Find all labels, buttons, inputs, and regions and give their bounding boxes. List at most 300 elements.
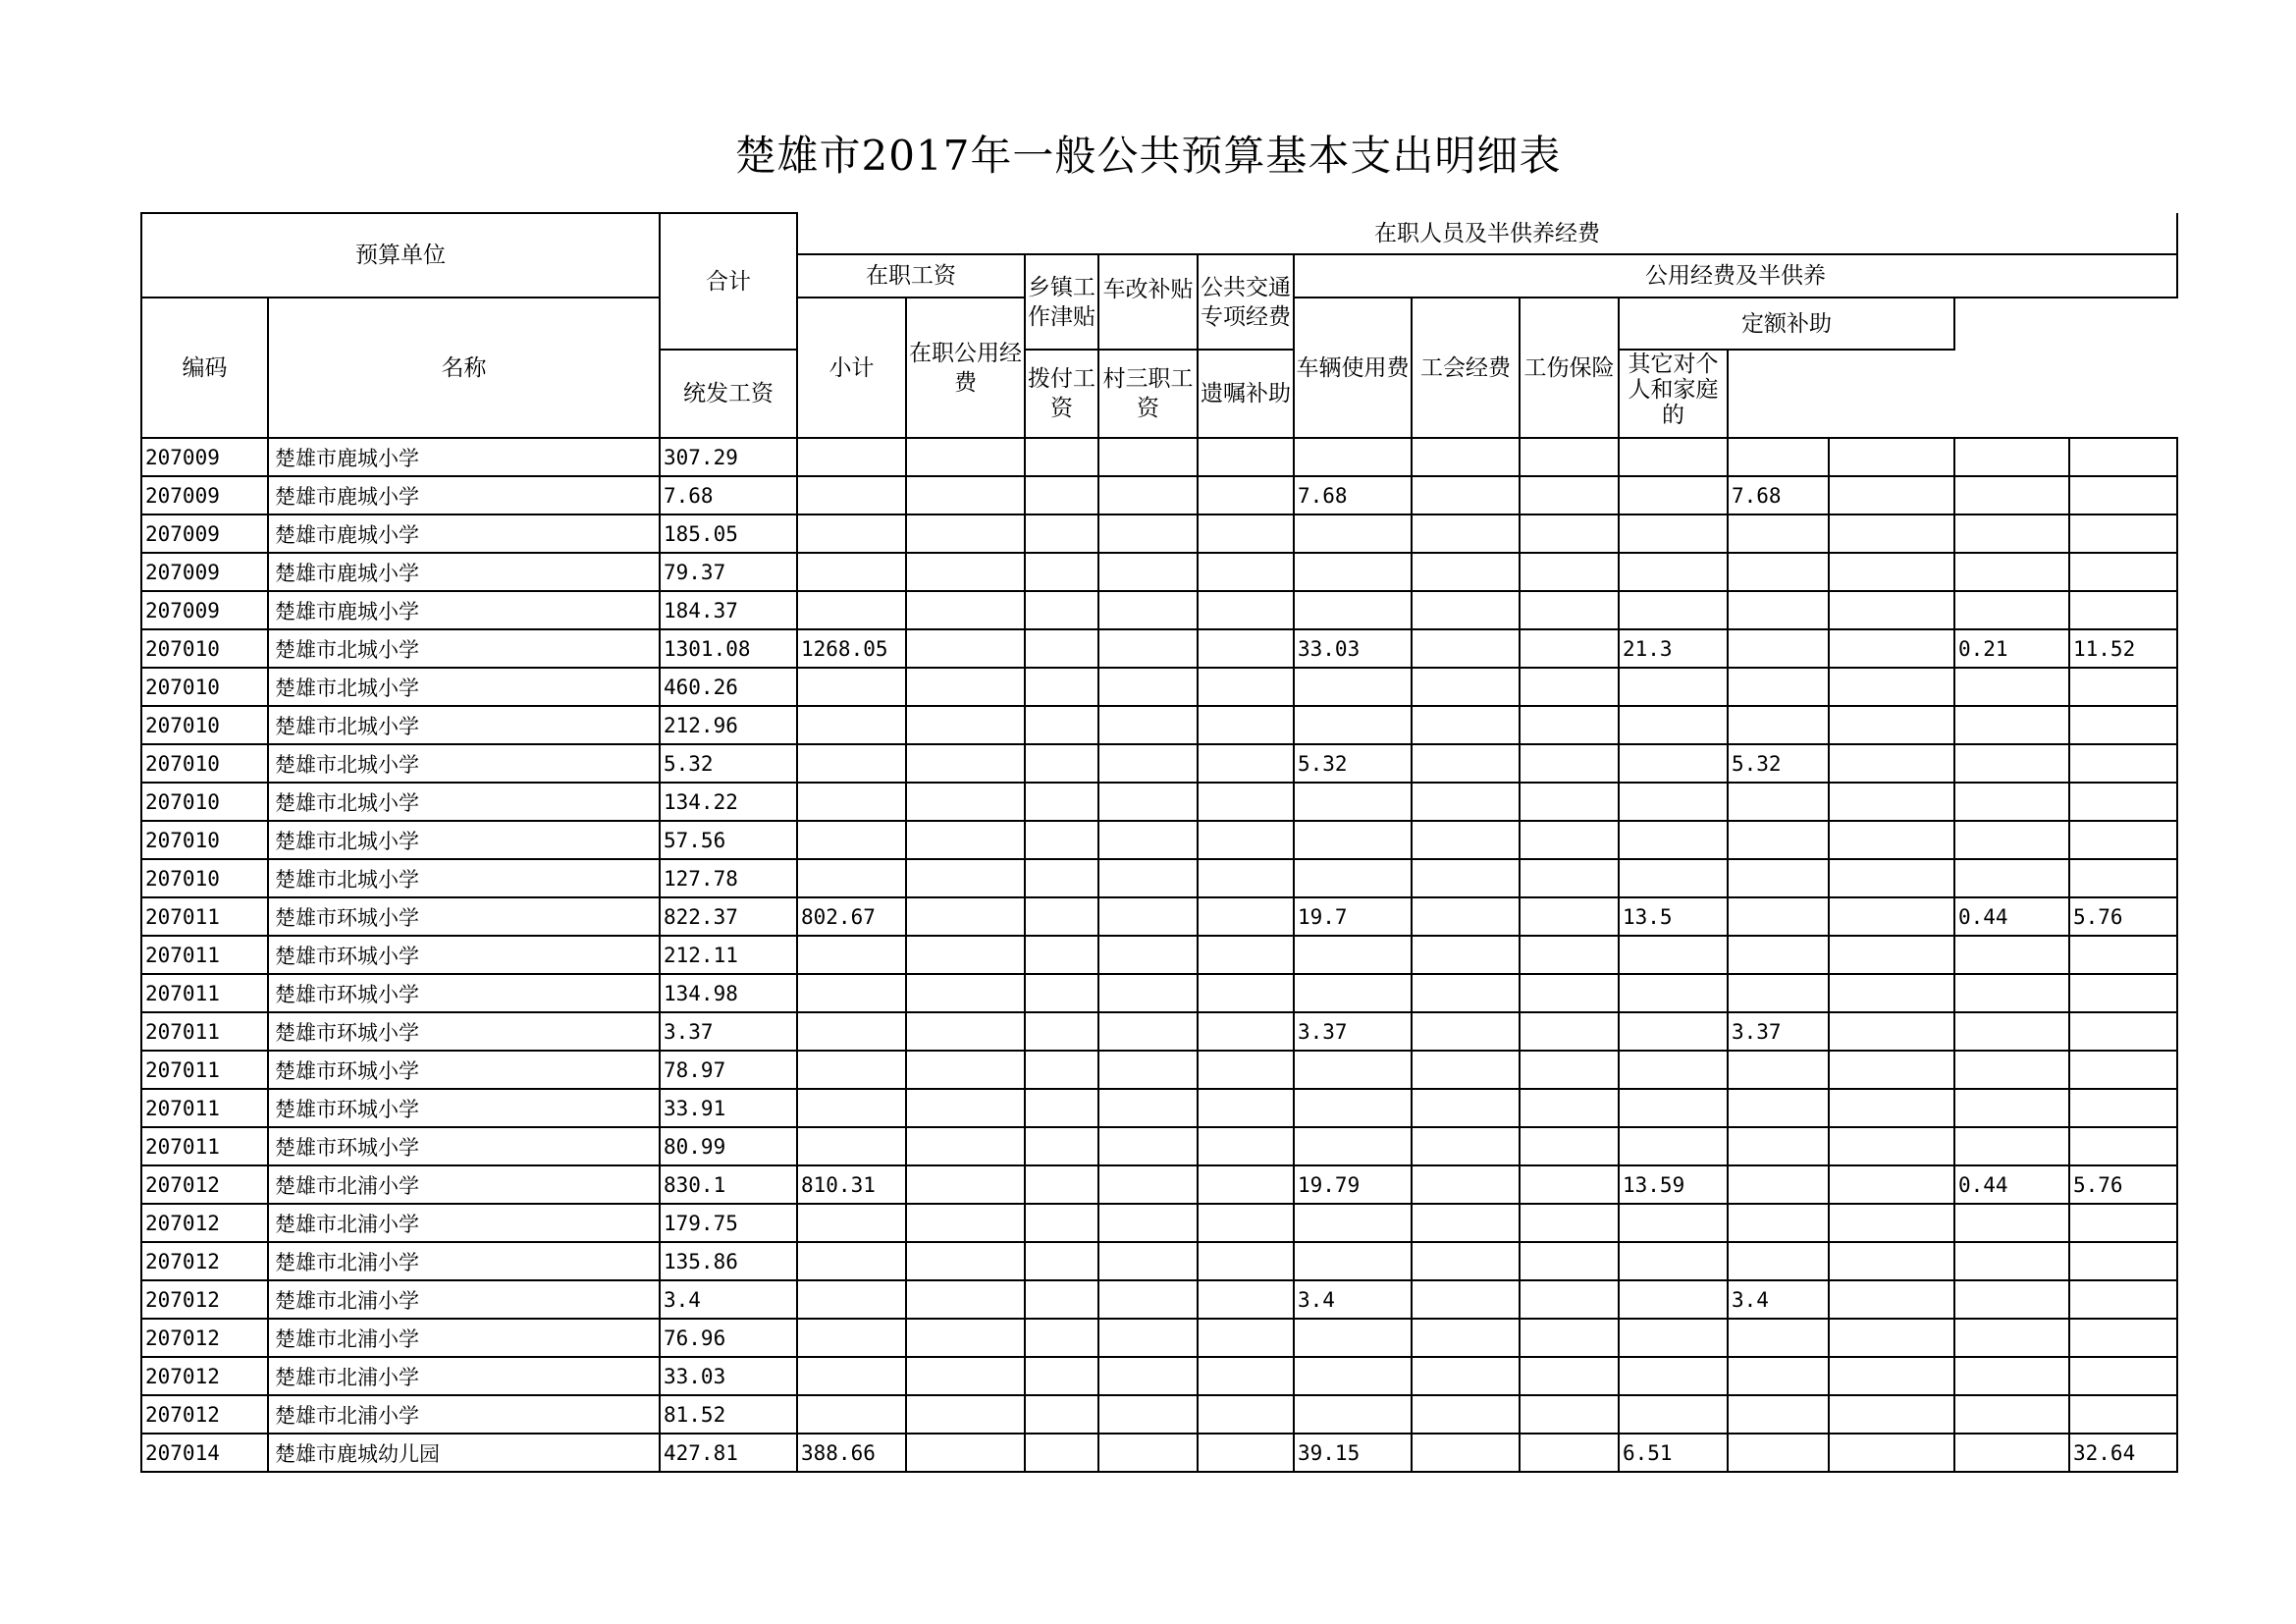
cell-injury-insurance (1728, 1127, 1829, 1165)
cell-bereavement-subsidy (1954, 1357, 2069, 1395)
cell-code: 207012 (141, 1204, 268, 1242)
cell-name: 楚雄市北城小学 (268, 821, 660, 859)
header-subtotal: 小计 (797, 298, 906, 438)
cell-allocated-wage (906, 1434, 1025, 1472)
cell-subtotal (1294, 553, 1412, 591)
cell-other-personal-family (2069, 1051, 2177, 1089)
cell-subtotal: 33.03 (1294, 629, 1412, 668)
cell-bereavement-subsidy (1954, 1204, 2069, 1242)
cell-unified-wage (797, 591, 906, 629)
cell-code: 207011 (141, 936, 268, 974)
table-row (141, 1165, 2177, 1204)
cell-allocated-wage (906, 1357, 1025, 1395)
cell-staff-public-funds (1412, 1051, 1520, 1089)
cell-union-fee (1619, 1051, 1728, 1089)
table-row (141, 974, 2177, 1012)
cell-unified-wage (797, 783, 906, 821)
cell-code: 207009 (141, 476, 268, 514)
cell-code: 207012 (141, 1165, 268, 1204)
cell-name: 楚雄市北浦小学 (268, 1280, 660, 1319)
cell-car-reform-subsidy (1098, 706, 1198, 744)
cell-allocated-wage (906, 553, 1025, 591)
cell-car-reform-subsidy (1098, 1165, 1198, 1204)
cell-public-transport-fund (1198, 1089, 1294, 1127)
cell-other-personal-family (2069, 1395, 2177, 1434)
cell-union-fee (1619, 1242, 1728, 1280)
cell-injury-insurance (1728, 668, 1829, 706)
cell-allocated-wage (906, 1395, 1025, 1434)
cell-name: 楚雄市北城小学 (268, 668, 660, 706)
cell-staff-public-funds (1412, 629, 1520, 668)
header-bereavement-subsidy: 遗嘱补助 (1198, 350, 1294, 438)
cell-union-fee (1619, 591, 1728, 629)
cell-injury-insurance (1728, 438, 1829, 476)
cell-vehicle-fee (1520, 1395, 1619, 1434)
cell-car-reform-subsidy (1098, 1357, 1198, 1395)
cell-staff-public-funds (1412, 821, 1520, 859)
cell-public-transport-fund (1198, 706, 1294, 744)
cell-code: 207011 (141, 1051, 268, 1089)
cell-total: 57.56 (660, 821, 797, 859)
cell-total: 79.37 (660, 553, 797, 591)
cell-village-staff-wage (1829, 859, 1954, 897)
cell-total: 78.97 (660, 1051, 797, 1089)
cell-public-transport-fund (1198, 1319, 1294, 1357)
cell-village-staff-wage (1829, 1357, 1954, 1395)
cell-other-personal-family (2069, 553, 2177, 591)
cell-car-reform-subsidy (1098, 821, 1198, 859)
cell-public-transport-fund (1198, 668, 1294, 706)
cell-public-transport-fund (1198, 1127, 1294, 1165)
cell-code: 207010 (141, 668, 268, 706)
cell-village-staff-wage (1829, 591, 1954, 629)
cell-public-transport-fund (1198, 821, 1294, 859)
cell-other-personal-family: 5.76 (2069, 1165, 2177, 1204)
cell-injury-insurance: 3.37 (1728, 1012, 1829, 1051)
cell-other-personal-family (2069, 668, 2177, 706)
cell-code: 207009 (141, 438, 268, 476)
cell-vehicle-fee (1520, 1242, 1619, 1280)
cell-injury-insurance (1728, 936, 1829, 974)
cell-union-fee (1619, 1012, 1728, 1051)
cell-total: 830.1 (660, 1165, 797, 1204)
cell-township-allowance (1025, 1395, 1098, 1434)
cell-other-personal-family: 11.52 (2069, 629, 2177, 668)
cell-other-personal-family: 32.64 (2069, 1434, 2177, 1472)
cell-unified-wage (797, 1204, 906, 1242)
cell-union-fee (1619, 706, 1728, 744)
cell-public-transport-fund (1198, 1280, 1294, 1319)
cell-allocated-wage (906, 629, 1025, 668)
cell-other-personal-family (2069, 438, 2177, 476)
cell-public-transport-fund (1198, 591, 1294, 629)
cell-injury-insurance (1728, 783, 1829, 821)
cell-injury-insurance (1728, 514, 1829, 553)
cell-bereavement-subsidy (1954, 1242, 2069, 1280)
cell-bereavement-subsidy (1954, 1089, 2069, 1127)
cell-staff-public-funds (1412, 897, 1520, 936)
cell-bereavement-subsidy (1954, 1051, 2069, 1089)
cell-allocated-wage (906, 1127, 1025, 1165)
cell-village-staff-wage (1829, 1089, 1954, 1127)
cell-car-reform-subsidy (1098, 783, 1198, 821)
cell-total: 80.99 (660, 1127, 797, 1165)
cell-township-allowance (1025, 821, 1098, 859)
cell-name: 楚雄市环城小学 (268, 1127, 660, 1165)
cell-vehicle-fee (1520, 1280, 1619, 1319)
cell-public-transport-fund (1198, 744, 1294, 783)
cell-total: 33.03 (660, 1357, 797, 1395)
table-row (141, 553, 2177, 591)
header-public-funds-and-support: 公用经费及半供养 (1294, 254, 2177, 298)
cell-union-fee (1619, 1204, 1728, 1242)
cell-name: 楚雄市北城小学 (268, 744, 660, 783)
cell-union-fee (1619, 668, 1728, 706)
cell-car-reform-subsidy (1098, 591, 1198, 629)
cell-allocated-wage (906, 591, 1025, 629)
cell-staff-public-funds (1412, 859, 1520, 897)
cell-union-fee: 13.59 (1619, 1165, 1728, 1204)
cell-name: 楚雄市北城小学 (268, 783, 660, 821)
cell-name: 楚雄市北浦小学 (268, 1319, 660, 1357)
cell-vehicle-fee (1520, 1204, 1619, 1242)
cell-unified-wage (797, 1012, 906, 1051)
cell-township-allowance (1025, 897, 1098, 936)
cell-bereavement-subsidy (1954, 744, 2069, 783)
cell-code: 207012 (141, 1242, 268, 1280)
header-total: 合计 (660, 213, 797, 350)
cell-union-fee (1619, 859, 1728, 897)
cell-village-staff-wage (1829, 1051, 1954, 1089)
cell-car-reform-subsidy (1098, 438, 1198, 476)
cell-car-reform-subsidy (1098, 1204, 1198, 1242)
cell-vehicle-fee (1520, 1434, 1619, 1472)
cell-vehicle-fee (1520, 936, 1619, 974)
header-injury-insurance: 工伤保险 (1520, 298, 1619, 438)
cell-allocated-wage (906, 706, 1025, 744)
cell-bereavement-subsidy (1954, 668, 2069, 706)
cell-code: 207010 (141, 629, 268, 668)
cell-name: 楚雄市环城小学 (268, 936, 660, 974)
cell-staff-public-funds (1412, 783, 1520, 821)
cell-vehicle-fee (1520, 553, 1619, 591)
cell-other-personal-family: 5.76 (2069, 897, 2177, 936)
cell-vehicle-fee (1520, 629, 1619, 668)
cell-code: 207009 (141, 591, 268, 629)
cell-injury-insurance (1728, 1165, 1829, 1204)
cell-staff-public-funds (1412, 1319, 1520, 1357)
cell-staff-public-funds (1412, 553, 1520, 591)
header-allocated-wage: 拨付工资 (1025, 350, 1098, 438)
cell-car-reform-subsidy (1098, 553, 1198, 591)
cell-name: 楚雄市鹿城小学 (268, 553, 660, 591)
cell-other-personal-family (2069, 1127, 2177, 1165)
table-row (141, 706, 2177, 744)
cell-car-reform-subsidy (1098, 897, 1198, 936)
cell-bereavement-subsidy: 0.44 (1954, 1165, 2069, 1204)
cell-staff-public-funds (1412, 591, 1520, 629)
cell-vehicle-fee (1520, 438, 1619, 476)
cell-code: 207009 (141, 514, 268, 553)
header-union-fee: 工会经费 (1412, 298, 1520, 438)
cell-village-staff-wage (1829, 1280, 1954, 1319)
cell-name: 楚雄市鹿城幼儿园 (268, 1434, 660, 1472)
cell-name: 楚雄市北浦小学 (268, 1357, 660, 1395)
cell-code: 207009 (141, 553, 268, 591)
cell-allocated-wage (906, 1204, 1025, 1242)
header-code: 编码 (141, 298, 268, 438)
cell-union-fee (1619, 1089, 1728, 1127)
cell-other-personal-family (2069, 1319, 2177, 1357)
cell-union-fee (1619, 821, 1728, 859)
cell-township-allowance (1025, 553, 1098, 591)
cell-union-fee (1619, 1357, 1728, 1395)
cell-car-reform-subsidy (1098, 1242, 1198, 1280)
cell-village-staff-wage (1829, 668, 1954, 706)
header-staff-and-support: 在职人员及半供养经费 (797, 213, 2177, 254)
cell-bereavement-subsidy (1954, 1280, 2069, 1319)
cell-total: 179.75 (660, 1204, 797, 1242)
cell-bereavement-subsidy (1954, 1319, 2069, 1357)
cell-name: 楚雄市鹿城小学 (268, 476, 660, 514)
cell-total: 212.96 (660, 706, 797, 744)
cell-injury-insurance (1728, 821, 1829, 859)
cell-injury-insurance (1728, 1357, 1829, 1395)
cell-unified-wage (797, 936, 906, 974)
cell-unified-wage (797, 974, 906, 1012)
cell-other-personal-family (2069, 1242, 2177, 1280)
cell-unified-wage (797, 821, 906, 859)
cell-unified-wage (797, 1319, 906, 1357)
cell-subtotal (1294, 1051, 1412, 1089)
cell-code: 207010 (141, 859, 268, 897)
cell-name: 楚雄市环城小学 (268, 1089, 660, 1127)
cell-injury-insurance (1728, 1395, 1829, 1434)
cell-allocated-wage (906, 476, 1025, 514)
cell-injury-insurance (1728, 897, 1829, 936)
cell-staff-public-funds (1412, 1165, 1520, 1204)
cell-vehicle-fee (1520, 1319, 1619, 1357)
cell-township-allowance (1025, 1165, 1098, 1204)
cell-unified-wage (797, 1395, 906, 1434)
cell-union-fee: 6.51 (1619, 1434, 1728, 1472)
cell-total: 81.52 (660, 1395, 797, 1434)
cell-village-staff-wage (1829, 783, 1954, 821)
cell-code: 207011 (141, 974, 268, 1012)
cell-bereavement-subsidy (1954, 859, 2069, 897)
cell-name: 楚雄市北浦小学 (268, 1395, 660, 1434)
cell-subtotal: 5.32 (1294, 744, 1412, 783)
cell-name: 楚雄市鹿城小学 (268, 438, 660, 476)
cell-total: 134.98 (660, 974, 797, 1012)
cell-car-reform-subsidy (1098, 1434, 1198, 1472)
cell-bereavement-subsidy (1954, 553, 2069, 591)
cell-unified-wage: 1268.05 (797, 629, 906, 668)
cell-total: 134.22 (660, 783, 797, 821)
cell-union-fee (1619, 438, 1728, 476)
table-row (141, 1434, 2177, 1472)
cell-township-allowance (1025, 1319, 1098, 1357)
cell-staff-public-funds (1412, 1204, 1520, 1242)
cell-allocated-wage (906, 744, 1025, 783)
cell-total: 307.29 (660, 438, 797, 476)
cell-bereavement-subsidy (1954, 1012, 2069, 1051)
cell-injury-insurance (1728, 1242, 1829, 1280)
cell-subtotal: 3.4 (1294, 1280, 1412, 1319)
cell-name: 楚雄市北城小学 (268, 706, 660, 744)
cell-code: 207011 (141, 1127, 268, 1165)
cell-township-allowance (1025, 1127, 1098, 1165)
cell-staff-public-funds (1412, 438, 1520, 476)
cell-bereavement-subsidy (1954, 591, 2069, 629)
cell-unified-wage (797, 1051, 906, 1089)
cell-village-staff-wage (1829, 1204, 1954, 1242)
cell-code: 207011 (141, 1012, 268, 1051)
header-fixed-subsidy: 定额补助 (1619, 298, 1954, 350)
header-staff-wage: 在职工资 (797, 254, 1025, 298)
cell-public-transport-fund (1198, 783, 1294, 821)
cell-other-personal-family (2069, 1012, 2177, 1051)
cell-village-staff-wage (1829, 1012, 1954, 1051)
cell-bereavement-subsidy (1954, 1127, 2069, 1165)
cell-subtotal (1294, 591, 1412, 629)
cell-village-staff-wage (1829, 1434, 1954, 1472)
cell-subtotal (1294, 1204, 1412, 1242)
header-other-personal-family-label: 其它对个人和家庭的 (1628, 352, 1719, 428)
cell-staff-public-funds (1412, 1012, 1520, 1051)
cell-public-transport-fund (1198, 1242, 1294, 1280)
cell-other-personal-family (2069, 591, 2177, 629)
header-unified-wage: 统发工资 (660, 350, 797, 438)
cell-vehicle-fee (1520, 591, 1619, 629)
cell-subtotal: 39.15 (1294, 1434, 1412, 1472)
cell-township-allowance (1025, 859, 1098, 897)
cell-bereavement-subsidy: 0.21 (1954, 629, 2069, 668)
cell-injury-insurance: 3.4 (1728, 1280, 1829, 1319)
cell-name: 楚雄市环城小学 (268, 897, 660, 936)
cell-allocated-wage (906, 1051, 1025, 1089)
cell-car-reform-subsidy (1098, 514, 1198, 553)
cell-injury-insurance (1728, 553, 1829, 591)
cell-total: 185.05 (660, 514, 797, 553)
cell-injury-insurance (1728, 859, 1829, 897)
cell-township-allowance (1025, 1051, 1098, 1089)
cell-code: 207011 (141, 1089, 268, 1127)
cell-subtotal (1294, 1319, 1412, 1357)
cell-subtotal (1294, 1127, 1412, 1165)
cell-name: 楚雄市环城小学 (268, 974, 660, 1012)
cell-name: 楚雄市北浦小学 (268, 1165, 660, 1204)
cell-vehicle-fee (1520, 1127, 1619, 1165)
cell-union-fee (1619, 1319, 1728, 1357)
table-row (141, 591, 2177, 629)
cell-union-fee (1619, 783, 1728, 821)
cell-staff-public-funds (1412, 1242, 1520, 1280)
table-row (141, 438, 2177, 476)
cell-allocated-wage (906, 897, 1025, 936)
table-body (141, 438, 2177, 1472)
cell-injury-insurance: 7.68 (1728, 476, 1829, 514)
table-row (141, 1204, 2177, 1242)
cell-car-reform-subsidy (1098, 1089, 1198, 1127)
cell-code: 207012 (141, 1357, 268, 1395)
cell-bereavement-subsidy (1954, 438, 2069, 476)
table-row (141, 897, 2177, 936)
cell-township-allowance (1025, 591, 1098, 629)
cell-union-fee (1619, 974, 1728, 1012)
cell-vehicle-fee (1520, 706, 1619, 744)
cell-other-personal-family (2069, 821, 2177, 859)
cell-code: 207010 (141, 783, 268, 821)
cell-vehicle-fee (1520, 783, 1619, 821)
table-row (141, 1242, 2177, 1280)
cell-subtotal: 3.37 (1294, 1012, 1412, 1051)
cell-code: 207012 (141, 1319, 268, 1357)
cell-vehicle-fee (1520, 974, 1619, 1012)
cell-code: 207010 (141, 744, 268, 783)
cell-car-reform-subsidy (1098, 1319, 1198, 1357)
cell-total: 1301.08 (660, 629, 797, 668)
cell-village-staff-wage (1829, 936, 1954, 974)
table-row (141, 783, 2177, 821)
cell-vehicle-fee (1520, 668, 1619, 706)
cell-public-transport-fund (1198, 629, 1294, 668)
cell-village-staff-wage (1829, 553, 1954, 591)
cell-injury-insurance (1728, 1204, 1829, 1242)
cell-name: 楚雄市北城小学 (268, 629, 660, 668)
cell-village-staff-wage (1829, 1242, 1954, 1280)
cell-subtotal (1294, 668, 1412, 706)
cell-bereavement-subsidy (1954, 1395, 2069, 1434)
cell-bereavement-subsidy (1954, 1434, 2069, 1472)
cell-unified-wage (797, 1242, 906, 1280)
cell-total: 33.91 (660, 1089, 797, 1127)
cell-subtotal (1294, 1395, 1412, 1434)
cell-township-allowance (1025, 1089, 1098, 1127)
cell-public-transport-fund (1198, 553, 1294, 591)
cell-staff-public-funds (1412, 476, 1520, 514)
cell-vehicle-fee (1520, 1012, 1619, 1051)
header-budget-unit: 预算单位 (141, 213, 660, 298)
cell-car-reform-subsidy (1098, 1280, 1198, 1319)
cell-total: 76.96 (660, 1319, 797, 1357)
cell-subtotal (1294, 936, 1412, 974)
cell-public-transport-fund (1198, 936, 1294, 974)
cell-township-allowance (1025, 476, 1098, 514)
cell-township-allowance (1025, 936, 1098, 974)
cell-bereavement-subsidy (1954, 974, 2069, 1012)
page-title: 楚雄市2017年一般公共预算基本支出明细表 (734, 132, 1562, 180)
cell-staff-public-funds (1412, 668, 1520, 706)
cell-staff-public-funds (1412, 514, 1520, 553)
cell-name: 楚雄市鹿城小学 (268, 514, 660, 553)
cell-allocated-wage (906, 821, 1025, 859)
table-row (141, 1051, 2177, 1089)
cell-unified-wage: 388.66 (797, 1434, 906, 1472)
cell-allocated-wage (906, 783, 1025, 821)
cell-township-allowance (1025, 438, 1098, 476)
cell-unified-wage: 810.31 (797, 1165, 906, 1204)
cell-staff-public-funds (1412, 1127, 1520, 1165)
cell-subtotal (1294, 974, 1412, 1012)
cell-township-allowance (1025, 1357, 1098, 1395)
cell-code: 207012 (141, 1395, 268, 1434)
cell-name: 楚雄市环城小学 (268, 1051, 660, 1089)
table-row (141, 1012, 2177, 1051)
cell-public-transport-fund (1198, 859, 1294, 897)
cell-car-reform-subsidy (1098, 476, 1198, 514)
cell-car-reform-subsidy (1098, 1395, 1198, 1434)
